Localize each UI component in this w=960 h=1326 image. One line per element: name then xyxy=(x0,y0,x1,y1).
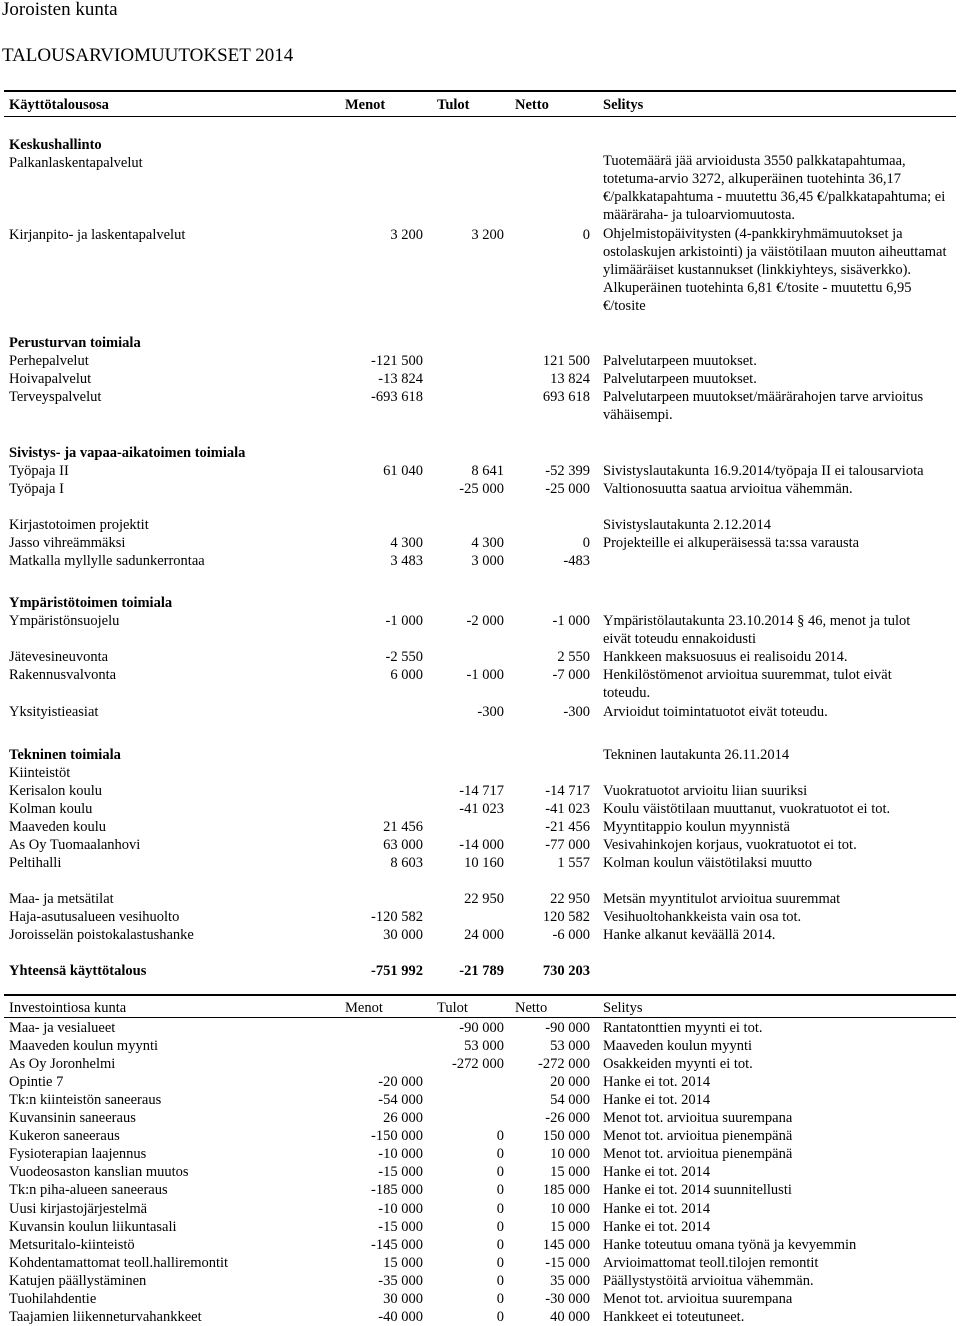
row-name: Työpaja II xyxy=(9,463,69,479)
row-selitys: Kolman koulun väistötilaksi muutto xyxy=(603,855,813,871)
table-row xyxy=(0,703,960,721)
row-menot: 30 000 xyxy=(383,927,423,943)
row-selitys: Hanke ei tot. 2014 xyxy=(603,1092,711,1109)
row-name: Kerisalon koulu xyxy=(9,783,103,799)
row-netto: -41 023 xyxy=(545,801,590,817)
row-selitys: vähäisempi. xyxy=(603,407,673,423)
row-selitys: Vesihuoltohankkeista vain osa tot. xyxy=(603,909,802,925)
row-selitys: Rantatonttien myynti ei tot. xyxy=(603,1020,763,1036)
row-name: Jätevesineuvonta xyxy=(9,649,109,665)
table-row xyxy=(0,890,960,908)
row-netto: 1 557 xyxy=(557,855,590,871)
section-title xyxy=(0,334,960,352)
row-selitys: Ympäristölautakunta 23.10.2014 § 46, menot ja tulot xyxy=(603,613,911,629)
table-row xyxy=(0,630,960,648)
table-row xyxy=(0,370,960,388)
row-name: Terveyspalvelut xyxy=(9,389,102,405)
row-name: Työpaja I xyxy=(9,481,64,497)
header-netto: Netto xyxy=(515,1000,548,1016)
row-name: Fysioterapian laajennus xyxy=(9,1146,147,1163)
row-menot: -40 000 xyxy=(378,1308,423,1325)
row-menot: -2 550 xyxy=(385,649,423,665)
row-selitys: Projekteille ei alkuperäisessä ta:ssa varausta xyxy=(603,535,860,551)
row-name: Maaveden koulu xyxy=(9,819,107,835)
row-name: Kirjastotoimen projektit xyxy=(9,517,149,533)
table-row xyxy=(0,800,960,818)
row-netto: -7 000 xyxy=(552,667,590,683)
row-netto: -272 000 xyxy=(538,1056,590,1073)
row-netto: -90 000 xyxy=(545,1020,590,1036)
table-row xyxy=(0,908,960,926)
row-selitys: Hankkeet ei toteutuneet. xyxy=(603,1308,745,1325)
table-row xyxy=(0,684,960,702)
row-menot: 8 603 xyxy=(390,855,423,871)
row-tulot: 0 xyxy=(496,1146,504,1163)
row-name: Maaveden koulun myynti xyxy=(9,1038,159,1055)
investment-row xyxy=(0,1091,960,1109)
total-label: Yhteensä käyttötalous xyxy=(9,963,147,979)
row-selitys: Sivistyslautakunta 16.9.2014/työpaja II ei talousarviota xyxy=(603,463,924,479)
row-selitys: Koulu väistötilaan muuttanut, vuokratuotot ei tot. xyxy=(603,801,891,817)
document-title: TALOUSARVIOMUUTOKSET 2014 xyxy=(2,45,294,66)
row-selitys: Osakkeiden myynti ei tot. xyxy=(603,1056,753,1073)
section-perusturva: Perusturvan toimiala xyxy=(9,335,141,351)
row-tulot: 0 xyxy=(496,1290,504,1307)
row-netto: -21 456 xyxy=(545,819,590,835)
row-selitys: Valtionosuutta saatua arvioitua vähemmän. xyxy=(603,481,853,497)
row-name: Palkanlaskentapalvelut xyxy=(9,155,143,171)
row-selitys: Hankkeen maksuosuus ei realisoidu 2014. xyxy=(603,649,848,665)
row-menot: -54 000 xyxy=(378,1092,423,1109)
row-name: Tuohilahdentie xyxy=(9,1290,97,1307)
row-name: Kohdentamattomat teoll.halliremontit xyxy=(9,1254,229,1271)
header-tulot: Tulot xyxy=(437,1000,468,1016)
row-selitys: eivät toteudu ennakoidusti xyxy=(603,631,757,647)
row-netto: -77 000 xyxy=(545,837,590,853)
row-netto: -52 399 xyxy=(545,463,590,479)
row-name: Tk:n kiinteistön saneeraus xyxy=(9,1092,162,1109)
header-selitys: Selitys xyxy=(603,97,644,113)
row-tulot: 8 641 xyxy=(471,463,504,479)
row-selitys: Hanke ei tot. 2014 suunnitellusti xyxy=(603,1182,792,1199)
row-menot: 3 200 xyxy=(390,227,423,243)
row-menot: 3 483 xyxy=(390,553,423,569)
row-name: Joroisselän poistokalastushanke xyxy=(9,927,194,943)
row-name: Maa- ja vesialueet xyxy=(9,1020,116,1036)
investment-row xyxy=(0,1073,960,1091)
row-selitys: Päällystystöitä arvioitua vähemmän. xyxy=(603,1272,814,1289)
row-name: Rakennusvalvonta xyxy=(9,667,117,683)
row-menot: -10 000 xyxy=(378,1200,423,1217)
investment-row xyxy=(0,1019,960,1037)
table-row xyxy=(0,836,960,854)
section-title xyxy=(0,444,960,462)
row-menot: -1 000 xyxy=(385,613,423,629)
row-selitys: Vuokratuotot arvioitu liian suuriksi xyxy=(603,783,808,799)
row-tulot: 24 000 xyxy=(464,927,504,943)
table-row xyxy=(0,406,960,424)
row-name: Kuvansin koulun liikuntasali xyxy=(9,1218,177,1235)
table-row xyxy=(0,666,960,684)
row-selitys: Hanke ei tot. 2014 xyxy=(603,1074,711,1091)
row-name: Jasso vihreämmäksi xyxy=(9,535,126,551)
row-selitys: Hanke ei tot. 2014 xyxy=(603,1164,711,1181)
row-tulot: 0 xyxy=(496,1272,504,1289)
header-tulot: Tulot xyxy=(437,97,470,113)
row-name: Matkalla myllylle sadunkerrontaa xyxy=(9,553,205,569)
table-top-border xyxy=(4,90,956,92)
table-row xyxy=(0,648,960,666)
row-tulot: -300 xyxy=(477,704,504,720)
row-menot: -20 000 xyxy=(378,1074,423,1091)
table-row xyxy=(0,352,960,370)
row-menot: 15 000 xyxy=(383,1254,423,1271)
note-kirjanpito: Ohjelmistopäivitysten (4-pankkiryhmämuutokset ja ostolaskujen arkistointi) ja väistötilaan muuton aiheuttamat ylimääräiset kustannukset (linkkiyhteys, sisäverkko). Alkuperäinen tuotehinta 6,81 €/tosite - muutettu 6,95 €/tosite xyxy=(603,226,947,315)
row-netto: 0 xyxy=(582,227,590,243)
row-name: Haja-asutusalueen vesihuolto xyxy=(9,909,180,925)
row-menot: -185 000 xyxy=(371,1182,423,1199)
investment-row xyxy=(0,1290,960,1308)
section-title xyxy=(0,594,960,612)
row-name: Kirjanpito- ja laskentapalvelut xyxy=(9,227,186,243)
row-tulot: 0 xyxy=(496,1128,504,1145)
row-netto: 20 000 xyxy=(550,1074,590,1091)
row-tulot: 0 xyxy=(496,1308,504,1325)
row-netto: 693 618 xyxy=(542,389,590,405)
investment-header-row xyxy=(0,999,960,1017)
row-name: Katujen päällystäminen xyxy=(9,1272,147,1289)
row-tulot: -14 717 xyxy=(459,783,504,799)
investment-row xyxy=(0,1127,960,1145)
total-tulot: -21 789 xyxy=(459,963,504,979)
row-netto: 0 xyxy=(582,535,590,551)
section-keskushallinto: Keskushallinto xyxy=(9,137,102,153)
row-netto: -300 xyxy=(563,704,590,720)
section-tekninen: Tekninen toimiala xyxy=(9,747,121,763)
row-menot: 61 040 xyxy=(383,463,423,479)
row-netto: 35 000 xyxy=(550,1272,590,1289)
row-netto: -26 000 xyxy=(545,1110,590,1127)
operating-header-row xyxy=(0,96,960,114)
investment-row xyxy=(0,1236,960,1254)
investment-top-border xyxy=(4,994,956,996)
table-row xyxy=(0,746,960,764)
row-menot: 6 000 xyxy=(390,667,423,683)
row-tulot: 22 950 xyxy=(464,891,504,907)
row-menot: 63 000 xyxy=(383,837,423,853)
row-name: Kolman koulu xyxy=(9,801,93,817)
investment-row xyxy=(0,1218,960,1236)
row-menot: -15 000 xyxy=(378,1218,423,1235)
table-row xyxy=(0,388,960,406)
table-row xyxy=(0,818,960,836)
row-netto: -483 xyxy=(563,553,590,569)
row-netto: 145 000 xyxy=(542,1236,590,1253)
row-tulot: -1 000 xyxy=(466,667,504,683)
row-selitys: Tekninen lautakunta 26.11.2014 xyxy=(603,747,790,763)
investment-row xyxy=(0,1272,960,1290)
row-selitys: Arvioimattomat teoll.tilojen remontit xyxy=(603,1254,819,1271)
investment-row xyxy=(0,1109,960,1127)
row-menot: -35 000 xyxy=(378,1272,423,1289)
row-selitys: Hanke ei tot. 2014 xyxy=(603,1218,711,1235)
row-menot: -121 500 xyxy=(371,353,423,369)
row-netto: -30 000 xyxy=(545,1290,590,1307)
row-selitys: Sivistyslautakunta 2.12.2014 xyxy=(603,517,771,533)
municipality-title: Joroisten kunta xyxy=(2,0,118,20)
investment-row xyxy=(0,1037,960,1055)
total-row xyxy=(0,962,960,980)
row-name: Kuvansinin saneeraus xyxy=(9,1110,136,1127)
row-netto: 185 000 xyxy=(542,1182,590,1199)
row-netto: -15 000 xyxy=(545,1254,590,1271)
row-selitys: Hanke toteutuu omana työnä ja kevyemmin xyxy=(603,1236,857,1253)
row-netto: -25 000 xyxy=(545,481,590,497)
header-selitys: Selitys xyxy=(603,1000,643,1016)
row-selitys: Palvelutarpeen muutokset. xyxy=(603,371,757,387)
row-netto: 53 000 xyxy=(550,1038,590,1055)
table-row xyxy=(0,516,960,534)
row-selitys: Arvioidut toimintatuotot eivät toteudu. xyxy=(603,704,828,720)
header-menot: Menot xyxy=(345,97,386,113)
row-name: Ympäristönsuojelu xyxy=(9,613,120,629)
header-divider xyxy=(4,116,956,117)
investment-row xyxy=(0,1308,960,1326)
row-name: Kiinteistöt xyxy=(9,765,71,781)
row-name: Hoivapalvelut xyxy=(9,371,92,387)
row-menot: 26 000 xyxy=(383,1110,423,1127)
row-tulot: 3 000 xyxy=(471,553,504,569)
investment-row xyxy=(0,1145,960,1163)
row-netto: -14 717 xyxy=(545,783,590,799)
table-row xyxy=(0,534,960,552)
row-name: Uusi kirjastojärjestelmä xyxy=(9,1200,148,1217)
row-menot: 4 300 xyxy=(390,535,423,551)
section-sivistys: Sivistys- ja vapaa-aikatoimen toimiala xyxy=(9,445,246,461)
row-tulot: -2 000 xyxy=(466,613,504,629)
row-name: Tk:n piha-alueen saneeraus xyxy=(9,1182,168,1199)
row-netto: 121 500 xyxy=(542,353,590,369)
note-palkanlaskenta: Tuotemäärä jää arvioidusta 3550 palkkatapahtumaa, totetuma-arvio 3272, alkuperäinen tuotehinta 36,17 €/palkkatapahtuma - muutettu 36,45 €/palkkatapahtuma; ei määräraha- ja tuloarviomuutosta. xyxy=(603,153,946,224)
row-name: Peltihalli xyxy=(9,855,62,871)
row-tulot: -14 000 xyxy=(459,837,504,853)
row-selitys: Hanke alkanut keväällä 2014. xyxy=(603,927,776,943)
table-row xyxy=(0,764,960,782)
header-kayttotalousosa: Käyttötalousosa xyxy=(9,97,109,113)
row-selitys: Palvelutarpeen muutokset. xyxy=(603,353,757,369)
row-netto: 54 000 xyxy=(550,1092,590,1109)
row-menot: -15 000 xyxy=(378,1164,423,1181)
header-netto: Netto xyxy=(515,97,549,113)
row-tulot: 3 200 xyxy=(471,227,504,243)
header-investointiosa: Investointiosa kunta xyxy=(9,1000,127,1016)
row-tulot: 0 xyxy=(496,1200,504,1217)
row-tulot: -41 023 xyxy=(459,801,504,817)
row-tulot: -25 000 xyxy=(459,481,504,497)
row-menot: -13 824 xyxy=(378,371,423,387)
row-name: As Oy Tuomaalanhovi xyxy=(9,837,141,853)
row-menot: 21 456 xyxy=(383,819,423,835)
row-tulot: 4 300 xyxy=(471,535,504,551)
row-menot: -120 582 xyxy=(371,909,423,925)
row-name: Opintie 7 xyxy=(9,1074,64,1091)
row-netto: 15 000 xyxy=(550,1218,590,1235)
investment-row xyxy=(0,1254,960,1272)
row-name: Maa- ja metsätilat xyxy=(9,891,114,907)
row-selitys: Hanke ei tot. 2014 xyxy=(603,1200,711,1217)
table-row xyxy=(0,612,960,630)
total-netto: 730 203 xyxy=(542,963,590,979)
row-selitys: toteudu. xyxy=(603,685,651,701)
table-row xyxy=(0,854,960,872)
row-selitys: Palvelutarpeen muutokset/määrärahojen tarve arvioitus xyxy=(603,389,924,405)
row-name: As Oy Joronhelmi xyxy=(9,1056,116,1073)
row-netto: 13 824 xyxy=(550,371,590,387)
table-row xyxy=(0,462,960,480)
row-selitys: Henkilöstömenot arvioitua suuremmat, tulot eivät xyxy=(603,667,892,683)
table-row xyxy=(0,782,960,800)
table-row xyxy=(0,480,960,498)
row-tulot: 10 160 xyxy=(464,855,504,871)
row-tulot: 0 xyxy=(496,1236,504,1253)
row-tulot: 0 xyxy=(496,1164,504,1181)
row-name: Perhepalvelut xyxy=(9,353,89,369)
row-tulot: 53 000 xyxy=(464,1038,504,1055)
row-selitys: Maaveden koulun myynti xyxy=(603,1038,753,1055)
row-netto: 150 000 xyxy=(542,1128,590,1145)
row-netto: 2 550 xyxy=(557,649,590,665)
investment-row xyxy=(0,1055,960,1073)
investment-row xyxy=(0,1163,960,1181)
row-netto: -6 000 xyxy=(552,927,590,943)
row-selitys: Menot tot. arvioitua suurempana xyxy=(603,1290,793,1307)
row-name: Vuodeosaston kanslian muutos xyxy=(9,1164,189,1181)
row-tulot: 0 xyxy=(496,1218,504,1235)
row-tulot: -272 000 xyxy=(452,1056,504,1073)
row-selitys: Menot tot. arvioitua suurempana xyxy=(603,1110,793,1127)
row-menot: -10 000 xyxy=(378,1146,423,1163)
total-menot: -751 992 xyxy=(371,963,423,979)
row-netto: 40 000 xyxy=(550,1308,590,1325)
row-name: Metsuritalo-kiinteistö xyxy=(9,1236,135,1253)
row-name: Yksityistieasiat xyxy=(9,704,99,720)
investment-row xyxy=(0,1200,960,1218)
investment-header-divider xyxy=(4,1017,956,1018)
table-row xyxy=(0,552,960,570)
row-menot: -693 618 xyxy=(371,389,423,405)
investment-row xyxy=(0,1181,960,1199)
row-netto: 22 950 xyxy=(550,891,590,907)
row-netto: 10 000 xyxy=(550,1146,590,1163)
section-ymparisto: Ympäristötoimen toimiala xyxy=(9,595,173,611)
row-name: Kukeron saneeraus xyxy=(9,1128,120,1145)
row-menot: -150 000 xyxy=(371,1128,423,1145)
row-netto: -1 000 xyxy=(552,613,590,629)
table-row xyxy=(0,926,960,944)
row-name: Taajamien liikenneturvahankkeet xyxy=(9,1308,202,1325)
row-menot: -145 000 xyxy=(371,1236,423,1253)
row-selitys: Vesivahinkojen korjaus, vuokratuotot ei tot. xyxy=(603,837,857,853)
row-tulot: 0 xyxy=(496,1254,504,1271)
header-menot: Menot xyxy=(345,1000,383,1016)
row-selitys: Menot tot. arvioitua pienempänä xyxy=(603,1128,793,1145)
row-tulot: 0 xyxy=(496,1182,504,1199)
row-selitys: Myyntitappio koulun myynnistä xyxy=(603,819,790,835)
row-selitys: Menot tot. arvioitua pienempänä xyxy=(603,1146,793,1163)
row-netto: 120 582 xyxy=(542,909,590,925)
row-menot: 30 000 xyxy=(383,1290,423,1307)
row-netto: 10 000 xyxy=(550,1200,590,1217)
row-selitys: Metsän myyntitulot arvioitua suuremmat xyxy=(603,891,841,907)
row-netto: 15 000 xyxy=(550,1164,590,1181)
row-tulot: -90 000 xyxy=(459,1020,504,1036)
